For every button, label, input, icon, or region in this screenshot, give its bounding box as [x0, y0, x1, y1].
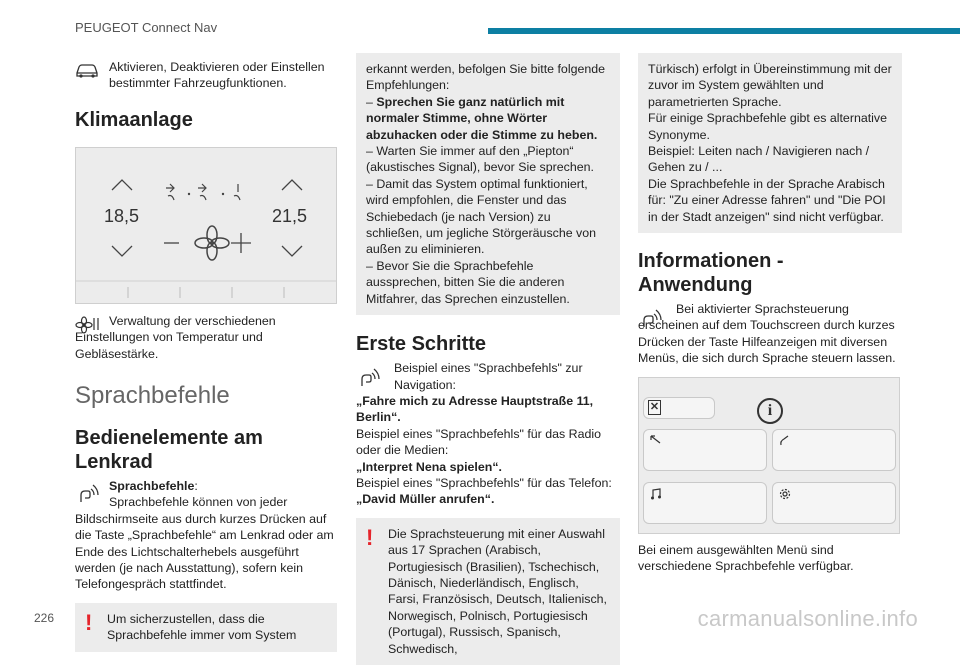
- vehicle-functions-text: Aktivieren, Deaktivieren oder Einstellen bestimmter Fahrzeugfunktionen.: [109, 60, 325, 91]
- recommendation-2: – Warten Sie immer auf den „Piepton“ (akustisches Signal), bevor Sie sprechen.: [366, 144, 594, 175]
- voice-menu-panel: [638, 377, 900, 534]
- watermark: carmanualsonline.info: [697, 606, 918, 631]
- climate-panel: [75, 147, 337, 304]
- sb-first-lines: [75, 478, 337, 511]
- sb-colon: :: [194, 479, 198, 494]
- example-command-1: „Fahre mich zu Adresse Hauptstraße 11, Berlin“.: [356, 393, 594, 425]
- language-text-3: Beispiel: Leiten nach / Navigieren nach / Gehen zu / ...: [648, 144, 870, 175]
- language-box: [638, 53, 902, 233]
- sprachbefehle-heading: Sprachbefehle: [75, 382, 230, 410]
- warning-icon: !: [366, 524, 374, 550]
- warning-icon: !: [85, 609, 93, 635]
- climate-description: [75, 313, 337, 362]
- vehicle-functions-row: [75, 59, 337, 92]
- recommendation-4: – Bevor Sie die Sprachbefehle aussprechen, bitten Sie die anderen Mitfahrer, das Sprechen einzustellen.: [366, 258, 570, 306]
- erste-schritte-heading: Erste Schritte: [356, 333, 487, 356]
- example-radio: Beispiel eines "Sprachbefehls" für das Radio oder die Medien:: [356, 426, 602, 458]
- example-command-3: „David Müller anrufen“.: [356, 492, 495, 507]
- language-text-4: Die Sprachbefehle in der Sprache Arabisch für: "Zu einer Adresse fahren" und "Die POI in der Stadt anzeigen" sind nicht verfügbar.: [648, 176, 886, 224]
- phone-menu-button[interactable]: [772, 429, 896, 471]
- recommendation-1: [366, 94, 610, 143]
- warning-text-1: Um sicherzustellen, dass die Sprachbefehle immer vom System: [107, 611, 297, 643]
- sb-rest: Bildschirmseite aus durch kurzes Drücken auf die Taste „Sprachbefehle“ am Lenkrad oder am Ende des Lichtschalterhebels ausgeführt werden (je nach Ausstattung), sofern kein Telefongespräch stattfindet.: [75, 511, 334, 592]
- informationen-heading: Informationen - Anwendung: [638, 250, 784, 297]
- phone-icon: [779, 435, 791, 447]
- column-3: [638, 53, 902, 575]
- lenkrad-heading: Bedienelemente am Lenkrad: [75, 427, 263, 474]
- example-command-2: „Interpret Nena spielen“.: [356, 459, 502, 474]
- example-intro: Beispiel eines "Sprachbefehls" zur Navigation:: [394, 361, 583, 392]
- right-temperature: 21,5: [272, 205, 308, 226]
- info-description: [638, 301, 902, 367]
- settings-icon: [779, 488, 791, 500]
- sb-line1: Sprachbefehle können von jeder: [109, 495, 288, 510]
- dash-1: –: [366, 94, 373, 109]
- recommendations-box: [356, 53, 620, 315]
- examples-section: [356, 360, 620, 508]
- close-icon: ✕: [649, 400, 660, 413]
- recommendation-bold: Sprechen Sie ganz natürlich mit normaler Stimme, ohne Wörter abzuhacken oder die Stimme zu heben.: [366, 94, 598, 142]
- header-accent-bar: [488, 28, 960, 34]
- close-button[interactable]: [643, 397, 715, 419]
- voice-command-icon: [638, 307, 664, 333]
- warning-box-1: [75, 603, 337, 652]
- music-menu-button[interactable]: [643, 482, 767, 524]
- climate-fan-icon: [77, 316, 101, 338]
- info-text: Bei aktivierter Sprachsteuerung erscheinen auf dem Touchscreen durch kurzes Drücken der Taste Hilfeanzeigen mit diversen Menüs, die sich durch Sprache steuern lassen.: [638, 302, 896, 366]
- language-text-2: Für einige Sprachbefehle gibt es alternative Synonyme.: [648, 111, 888, 142]
- menu-text: Bei einem ausgewählten Menü sind verschiedene Sprachbefehle verfügbar.: [638, 542, 854, 574]
- sb-label: Sprachbefehle: [109, 479, 195, 494]
- car-icon: [75, 59, 109, 83]
- box-line1: erkannt werden, befolgen Sie bitte folgende Empfehlungen:: [366, 62, 606, 93]
- navigation-icon: [650, 435, 662, 447]
- recommendation-3: – Damit das System optimal funktioniert, wird empfohlen, die Fenster und das Schiebedach (je nach Version) zu schließen, um jegliche Störgeräusche von außen zu eliminieren.: [366, 176, 597, 257]
- voice-command-icon: [356, 366, 382, 392]
- column-2: [356, 53, 620, 665]
- header-title: PEUGEOT Connect Nav: [75, 20, 218, 35]
- sprachbefehle-description: [75, 478, 337, 593]
- left-temperature: 18,5: [104, 205, 140, 226]
- settings-menu-button[interactable]: [772, 482, 896, 524]
- music-icon: [650, 488, 662, 500]
- voice-command-icon: [75, 482, 101, 508]
- page-number: 226: [34, 611, 55, 625]
- warning-text-2: Die Sprachsteuerung mit einer Auswahl aus 17 Sprachen (Arabisch, Portugiesisch (Brasilien), Tschechisch, Dänisch, Niederländisch, Englisch, Farsi, Französisch, Deutsch, Italienisch, Norwegisch, Polnisch, Portugiesisch (Portugal), Russisch, Spanisch, Schwedisch,: [388, 526, 607, 656]
- example-phone: Beispiel eines "Sprachbefehls" für das Telefon:: [356, 475, 612, 490]
- language-text-1: Türkisch) erfolgt in Übereinstimmung mit der zuvor im System gewählten und parametrierten Sprache.: [648, 62, 892, 109]
- info-icon[interactable]: i: [757, 398, 783, 424]
- column-1: [75, 45, 337, 652]
- climate-text: Verwaltung der verschiedenen Einstellungen von Temperatur und Gebläsestärke.: [75, 313, 276, 361]
- klimaanlage-heading: Klimaanlage: [75, 108, 193, 131]
- warning-box-2: [356, 518, 620, 665]
- navigation-menu-button[interactable]: [643, 429, 767, 471]
